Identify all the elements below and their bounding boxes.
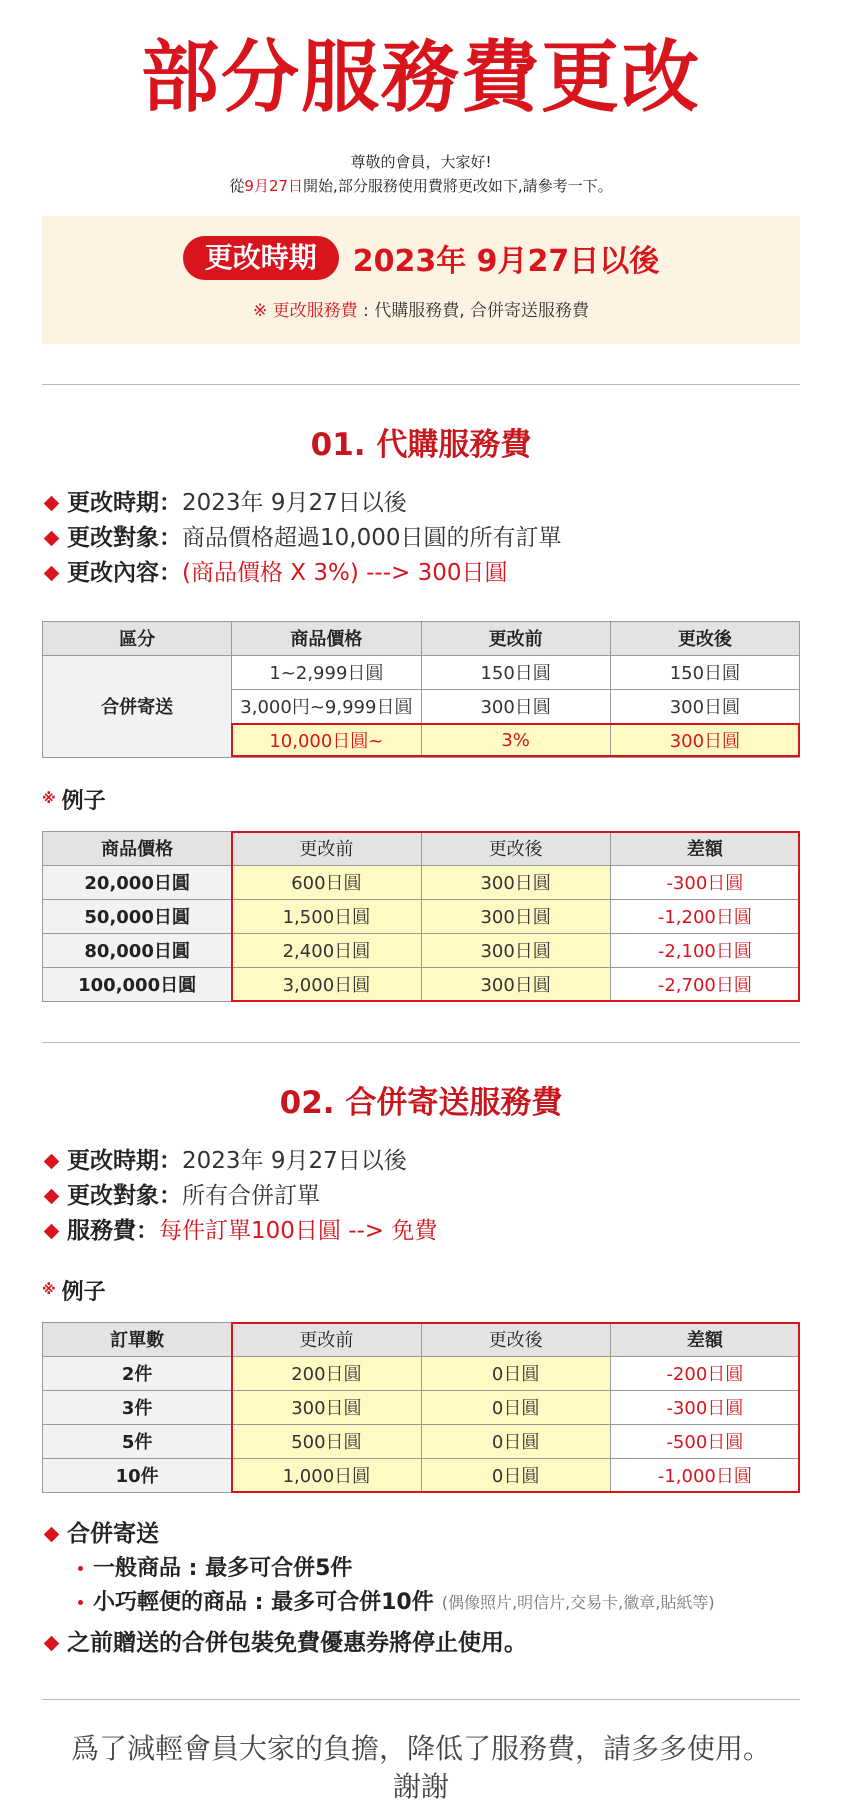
table-cell: 150日圓 bbox=[610, 655, 799, 689]
closing-line-2: 謝謝 bbox=[392, 1769, 449, 1803]
bullet-value: 所有合併訂單 bbox=[182, 1182, 320, 1209]
divider bbox=[42, 1042, 800, 1043]
category-cell: 合併寄送 bbox=[43, 655, 232, 757]
example-text: 例子 bbox=[61, 1279, 106, 1305]
table-cell: 10,000日圓~ bbox=[232, 723, 421, 757]
table-header: 更改前 bbox=[232, 831, 421, 865]
table-row bbox=[43, 967, 800, 1001]
section2-bullet-period bbox=[42, 1144, 800, 1179]
section2-bullet-fee bbox=[42, 1214, 800, 1249]
table-cell: -2,100日圓 bbox=[610, 933, 799, 967]
table-cell: 300日圓 bbox=[421, 967, 610, 1001]
sub-bullet-general bbox=[42, 1552, 800, 1586]
table-cell: -500日圓 bbox=[610, 1424, 799, 1458]
table-cell: 300日圓 bbox=[421, 899, 610, 933]
bullet-label: 服務費： bbox=[67, 1217, 159, 1244]
bullet-label: 更改內容： bbox=[67, 559, 182, 586]
bullet-label: 之前贈送的合併包裝免費優惠券將停止使用。 bbox=[67, 1629, 527, 1656]
table-cell: -1,200日圓 bbox=[610, 899, 799, 933]
table-cell: -200日圓 bbox=[610, 1356, 799, 1390]
table-cell: 150日圓 bbox=[421, 655, 610, 689]
table-header: 區分 bbox=[43, 621, 232, 655]
diamond-icon bbox=[44, 1636, 60, 1652]
table-cell: 1,500日圓 bbox=[232, 899, 421, 933]
greeting bbox=[42, 150, 800, 198]
example-table-1 bbox=[42, 831, 800, 1002]
section2-bullet-target bbox=[42, 1179, 800, 1214]
table-cell: 20,000日圓 bbox=[43, 865, 232, 899]
table-cell: 300日圓 bbox=[421, 933, 610, 967]
table-cell: 2件 bbox=[43, 1356, 232, 1390]
section1-example-label bbox=[42, 784, 800, 815]
table-cell: 3,000円~9,999日圓 bbox=[232, 689, 421, 723]
diamond-icon bbox=[44, 1224, 60, 1240]
table-row bbox=[43, 899, 800, 933]
table-cell: 300日圓 bbox=[610, 689, 799, 723]
extra-final-bullet bbox=[42, 1626, 800, 1661]
table-row bbox=[43, 655, 800, 689]
diamond-icon bbox=[44, 566, 60, 582]
closing-message bbox=[42, 1730, 800, 1804]
table-header: 訂單數 bbox=[43, 1322, 232, 1356]
table-header-row bbox=[43, 831, 800, 865]
divider bbox=[42, 1699, 800, 1700]
example-table-2 bbox=[42, 1322, 800, 1493]
bullet-value: 2023年 9月27日以後 bbox=[182, 1147, 407, 1174]
example-table-1-wrapper bbox=[42, 831, 800, 1002]
table-header: 商品價格 bbox=[232, 621, 421, 655]
bullet-value: (商品價格 X 3%) ---> 300日圓 bbox=[182, 559, 508, 586]
sub-bullet-small-items bbox=[42, 1586, 800, 1620]
greeting-date: 9月27日 bbox=[244, 176, 304, 195]
divider bbox=[42, 384, 800, 385]
table-cell: -300日圓 bbox=[610, 1390, 799, 1424]
section1-bullet-content bbox=[42, 556, 800, 591]
period-note-mark: ※ 更改服務費 bbox=[253, 300, 358, 321]
greeting-line-2 bbox=[42, 174, 800, 198]
bullet-label: 更改時期： bbox=[67, 1147, 182, 1174]
bullet-label: 更改時期： bbox=[67, 489, 182, 516]
bullet-label: 更改對象： bbox=[67, 1182, 182, 1209]
table-cell: 300日圓 bbox=[610, 723, 799, 757]
table-cell: 80,000日圓 bbox=[43, 933, 232, 967]
table-cell: 0日圓 bbox=[421, 1390, 610, 1424]
table-cell: 3件 bbox=[43, 1390, 232, 1424]
table-cell: -2,700日圓 bbox=[610, 967, 799, 1001]
table-header: 商品價格 bbox=[43, 831, 232, 865]
bullet-label: 更改對象： bbox=[67, 524, 182, 551]
section2-bullets bbox=[42, 1144, 800, 1249]
table-row bbox=[43, 933, 800, 967]
example-table-2-wrapper bbox=[42, 1322, 800, 1493]
table-cell: 300日圓 bbox=[421, 865, 610, 899]
page-title: 部分服務費更改 bbox=[140, 33, 701, 123]
dot-icon bbox=[78, 1600, 83, 1605]
diamond-icon bbox=[44, 1154, 60, 1170]
table-header: 差額 bbox=[610, 1322, 799, 1356]
table-row bbox=[43, 1356, 800, 1390]
example-text: 例子 bbox=[61, 788, 106, 814]
table-header: 更改後 bbox=[421, 831, 610, 865]
table-cell: 0日圓 bbox=[421, 1356, 610, 1390]
section1-bullet-target bbox=[42, 521, 800, 556]
extra-notes bbox=[42, 1517, 800, 1661]
greeting-pre: 從 bbox=[229, 176, 245, 195]
table-row bbox=[43, 1458, 800, 1492]
bullet-value: 每件訂單100日圓 --> 免費 bbox=[159, 1217, 438, 1244]
closing-line-1: 爲了減輕會員大家的負擔，降低了服務費，請多多使用。 bbox=[70, 1731, 771, 1765]
period-note-text: : 代購服務費, 合併寄送服務費 bbox=[357, 300, 589, 321]
table-cell: 0日圓 bbox=[421, 1424, 610, 1458]
diamond-icon bbox=[44, 531, 60, 547]
period-badge: 更改時期 bbox=[183, 236, 339, 280]
table-header-row bbox=[43, 621, 800, 655]
table-header: 更改後 bbox=[421, 1322, 610, 1356]
note-mark: ※ bbox=[42, 1282, 56, 1299]
diamond-icon bbox=[44, 1527, 60, 1543]
table-cell: 3% bbox=[421, 723, 610, 757]
table-cell: 1,000日圓 bbox=[232, 1458, 421, 1492]
period-row bbox=[42, 236, 800, 280]
dot-icon bbox=[78, 1566, 83, 1571]
table-cell: 200日圓 bbox=[232, 1356, 421, 1390]
table-cell: 100,000日圓 bbox=[43, 967, 232, 1001]
table-cell: 50,000日圓 bbox=[43, 899, 232, 933]
table-cell: 10件 bbox=[43, 1458, 232, 1492]
note-mark: ※ bbox=[42, 791, 56, 808]
extra-heading bbox=[42, 1517, 800, 1552]
bullet-value: 2023年 9月27日以後 bbox=[182, 489, 407, 516]
table-row bbox=[43, 1424, 800, 1458]
sub-bullet-text: 一般商品 : 最多可合併5件 bbox=[93, 1555, 353, 1581]
table-cell: 300日圓 bbox=[232, 1390, 421, 1424]
fee-table-wrapper bbox=[42, 621, 800, 758]
bullet-label: 合併寄送 bbox=[67, 1520, 159, 1547]
table-header: 更改後 bbox=[610, 621, 799, 655]
diamond-icon bbox=[44, 1189, 60, 1205]
period-note bbox=[42, 296, 800, 321]
sub-bullet-text: 小巧輕便的商品 : 最多可合併10件 bbox=[93, 1589, 434, 1615]
section1-bullets bbox=[42, 486, 800, 591]
table-cell: 0日圓 bbox=[421, 1458, 610, 1492]
diamond-icon bbox=[44, 496, 60, 512]
table-cell: 600日圓 bbox=[232, 865, 421, 899]
table-cell: 500日圓 bbox=[232, 1424, 421, 1458]
table-cell: 3,000日圓 bbox=[232, 967, 421, 1001]
bullet-value: 商品價格超過10,000日圓的所有訂單 bbox=[182, 524, 562, 551]
table-header: 差額 bbox=[610, 831, 799, 865]
notice-page bbox=[0, 33, 842, 1804]
greeting-post: 開始,部分服務使用費將更改如下,請參考一下。 bbox=[303, 176, 613, 195]
table-cell: 2,400日圓 bbox=[232, 933, 421, 967]
section1-title: 01. 代購服務費 bbox=[310, 426, 532, 463]
table-cell: 300日圓 bbox=[421, 689, 610, 723]
table-header: 更改前 bbox=[232, 1322, 421, 1356]
table-header-row bbox=[43, 1322, 800, 1356]
table-cell: -1,000日圓 bbox=[610, 1458, 799, 1492]
section2-example-label bbox=[42, 1275, 800, 1306]
table-cell: 5件 bbox=[43, 1424, 232, 1458]
period-date: 2023年 9月27日以後 bbox=[352, 243, 660, 279]
greeting-line-1: 尊敬的會員，大家好! bbox=[350, 152, 492, 171]
fee-table bbox=[42, 621, 800, 758]
change-period-box bbox=[42, 216, 800, 344]
table-cell: -300日圓 bbox=[610, 865, 799, 899]
table-header: 更改前 bbox=[421, 621, 610, 655]
section2-title: 02. 合併寄送服務費 bbox=[279, 1084, 563, 1121]
section1-bullet-period bbox=[42, 486, 800, 521]
table-row bbox=[43, 1390, 800, 1424]
sub-bullet-note: (偶像照片,明信片,交易卡,徽章,貼紙等) bbox=[441, 1592, 715, 1612]
table-row bbox=[43, 865, 800, 899]
table-cell: 1~2,999日圓 bbox=[232, 655, 421, 689]
